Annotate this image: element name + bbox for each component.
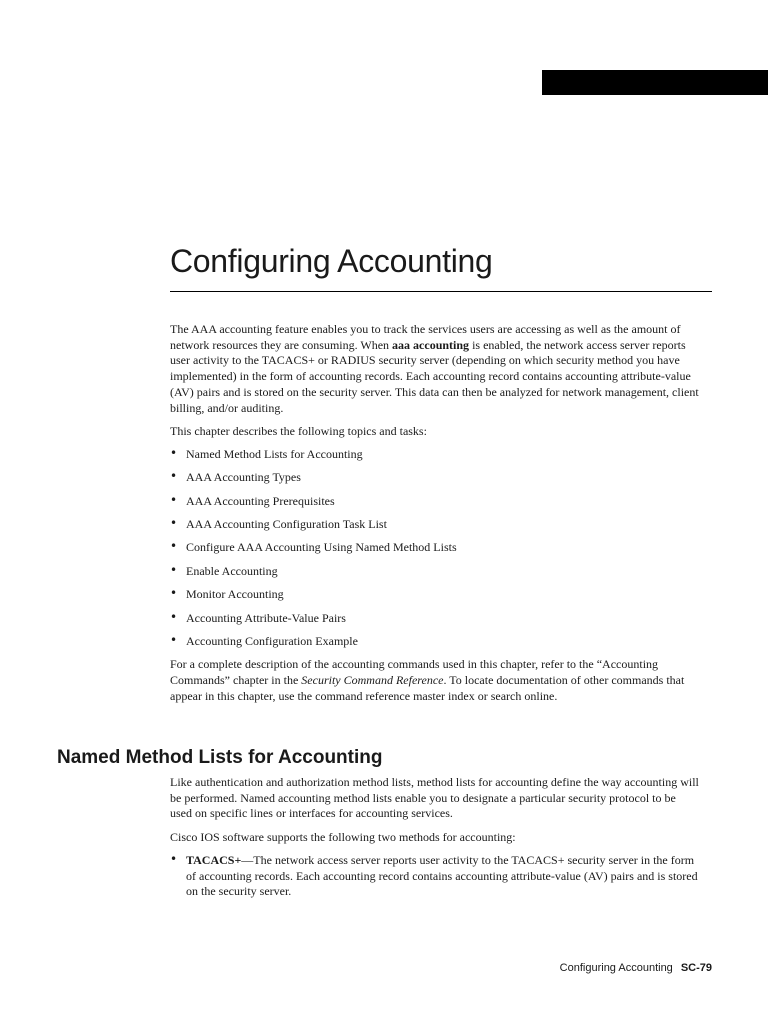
- intro-paragraph-1: The AAA accounting feature enables you to track the services users are accessing as well as the amount of network resources they are consuming. When aaa accounting is enabled, the network access server reports user activity to the TACACS+ or RADIUS security server (depending on which security method you have implemented) in the form of accounting records. Each accounting record contains accounting attribute-value (AV) pairs and is stored on the security server. This data can then be analyzed for network management, client billing, and/or auditing.: [170, 322, 699, 415]
- intro-paragraph-2: This chapter describes the following topics and tasks:: [170, 423, 427, 438]
- section-body: [170, 775, 700, 907]
- topic-list: [170, 447, 700, 650]
- intro-paragraph-3: For a complete description of the accounting commands used in this chapter, refer to the “Accounting Commands” chapter in the Security Command Reference. To locate documentation of other commands that appear in this chapter, use the command reference master index or search online.: [170, 657, 685, 703]
- title-rule: [170, 291, 712, 292]
- bullet-icon: •: [170, 539, 178, 554]
- list-item: • Enable Accounting: [170, 562, 278, 578]
- list-item: • Configure AAA Accounting Using Named Method Lists: [170, 539, 457, 555]
- list-item: • Accounting Configuration Example: [170, 633, 358, 649]
- bullet-icon: •: [170, 516, 178, 531]
- bullet-icon: •: [170, 562, 178, 577]
- section-heading: Named Method Lists for Accounting: [57, 747, 383, 768]
- security-command-reference-title: Security Command Reference: [301, 673, 444, 688]
- section-paragraph-1: Like authentication and authorization method lists, method lists for accounting define the way accounting will be performed. Named accounting method lists enable you to designate a particular security protocol to be used on specific lines or interfaces for accounting services.: [170, 775, 699, 821]
- bullet-icon: •: [170, 586, 178, 601]
- bullet-icon: •: [170, 609, 178, 624]
- list-item: • AAA Accounting Prerequisites: [170, 492, 335, 508]
- list-item: • AAA Accounting Configuration Task List: [170, 516, 387, 532]
- intro-section: [170, 322, 700, 712]
- aaa-accounting-command: aaa accounting: [392, 337, 470, 352]
- section-paragraph-2: Cisco IOS software supports the following two methods for accounting:: [170, 829, 516, 844]
- bullet-icon: •: [170, 445, 178, 460]
- bullet-icon: •: [170, 492, 178, 507]
- footer-chapter-label: Configuring Accounting: [559, 962, 673, 974]
- page-number: SC-79: [680, 962, 712, 974]
- list-item: • Accounting Attribute-Value Pairs: [170, 609, 346, 625]
- list-item: • Named Method Lists for Accounting: [170, 445, 363, 461]
- chapter-title: Configuring Accounting: [170, 243, 493, 279]
- list-item: • Monitor Accounting: [170, 586, 284, 602]
- bullet-icon: •: [170, 633, 178, 648]
- bullet-icon: •: [170, 851, 178, 866]
- tacacs-list-item: • TACACS+—The network access server reports user activity to the TACACS+ security server in the form of accounting records. Each accounting record contains accounting attribute-value (AV) pairs and is stored on the security server.: [170, 851, 698, 899]
- list-item: • AAA Accounting Types: [170, 469, 301, 485]
- tacacs-term: TACACS+: [186, 852, 242, 867]
- page-footer: [560, 962, 712, 974]
- bullet-icon: •: [170, 469, 178, 484]
- header-bar: [542, 70, 768, 95]
